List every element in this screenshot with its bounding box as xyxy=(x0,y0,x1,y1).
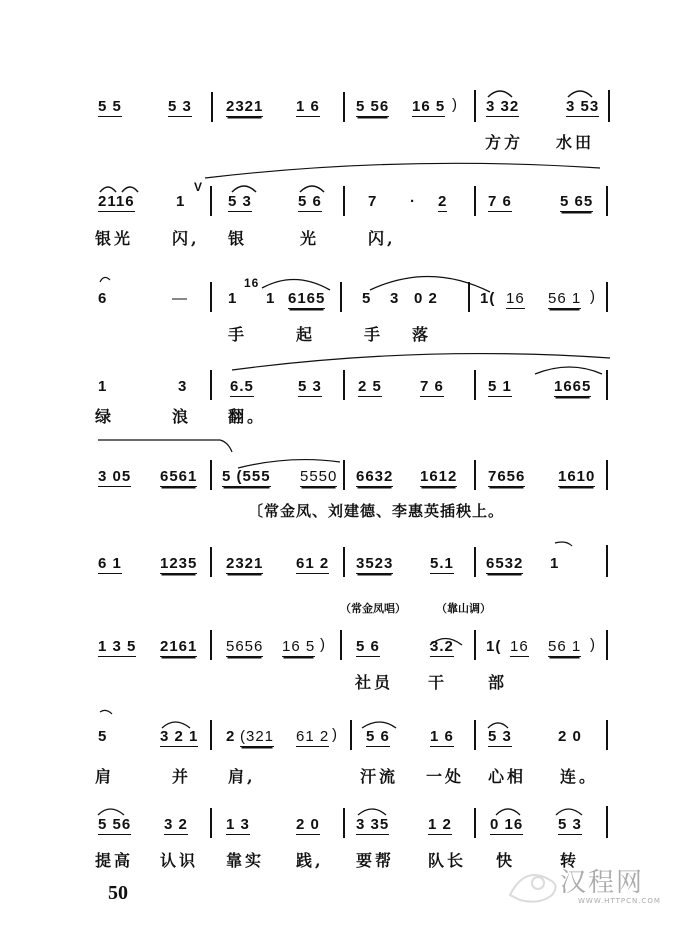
bar-line xyxy=(210,370,212,400)
lyric: 践, xyxy=(296,851,324,870)
bar-line xyxy=(340,630,342,660)
note-group: 5.1 xyxy=(430,555,454,572)
note-group: 5 5 xyxy=(98,98,122,115)
note-group: 3 05 xyxy=(98,468,132,485)
note-group: 5 65 xyxy=(560,193,594,210)
lyric: 翻。 xyxy=(228,407,267,426)
watermark-url: WWW.HTTPCN.COM xyxy=(578,897,661,905)
note-group: 6 xyxy=(98,290,108,307)
note-group: 2 5 xyxy=(358,378,382,395)
note-group: 3 35 xyxy=(356,816,390,833)
bar-line xyxy=(474,90,476,122)
singer-annotation: （常金凤唱） xyxy=(340,602,406,615)
lyric: 部 xyxy=(488,673,508,692)
page-number: 50 xyxy=(108,882,128,904)
note-group: 16 xyxy=(510,638,529,655)
paren-close: ) xyxy=(452,96,458,113)
note-group: 0 16 xyxy=(490,816,524,833)
bar-line xyxy=(343,186,345,216)
tune-annotation: （靠山调） xyxy=(436,602,491,615)
note-group: 1235 xyxy=(160,555,198,572)
note-group: 1 xyxy=(266,290,276,307)
note-group: 0 2 xyxy=(414,290,438,307)
bar-line xyxy=(606,370,608,400)
note-group: 5 xyxy=(98,728,108,745)
lyric: 并 xyxy=(172,767,192,786)
bar-line xyxy=(474,460,476,490)
lyric: 方方 xyxy=(485,133,524,152)
bar-line xyxy=(608,90,610,122)
bar-line xyxy=(343,92,345,122)
bar-line xyxy=(606,720,608,750)
note-group: 7 6 xyxy=(420,378,444,395)
lyric: 心相 xyxy=(488,767,527,786)
note-group: 1 2 xyxy=(428,816,452,833)
note-group: · xyxy=(410,193,416,210)
bar-line xyxy=(210,808,212,838)
bar-line xyxy=(474,720,476,750)
note-group: 7 6 xyxy=(488,193,512,210)
dash-sustain: — xyxy=(172,290,188,307)
note-group: 61 2 xyxy=(296,555,330,572)
bar-line xyxy=(474,370,476,400)
note-group: 1 3 5 xyxy=(98,638,137,655)
note-group: 6632 xyxy=(356,468,394,485)
note-group: 5 xyxy=(362,290,372,307)
note-group: 3 53 xyxy=(566,98,600,115)
bar-line xyxy=(210,630,212,660)
note-group: 1 xyxy=(98,378,108,395)
lyric: 干 xyxy=(428,673,448,692)
bar-line xyxy=(343,808,345,838)
bar-line xyxy=(350,720,352,750)
bar-line xyxy=(210,282,212,312)
bar-line xyxy=(474,186,476,216)
bar-line xyxy=(474,630,476,660)
lyric: 手 xyxy=(228,325,248,344)
lyric: 一处 xyxy=(426,767,465,786)
note-group: 1610 xyxy=(558,468,596,485)
note-group: 6561 xyxy=(160,468,198,485)
note-group: 16 5 xyxy=(412,98,446,115)
lyric: 肩, xyxy=(228,767,256,786)
note-group: 16 5 xyxy=(282,638,316,655)
lyric: 转 xyxy=(560,851,580,870)
note-group: 3523 xyxy=(356,555,394,572)
paren-close: ) xyxy=(332,726,338,743)
note-group: 5 3 xyxy=(298,378,322,395)
bar-line xyxy=(210,186,212,216)
lyric: 起 xyxy=(296,325,316,344)
lyric: 认识 xyxy=(160,851,199,870)
lyric: 提高 xyxy=(95,851,134,870)
paren-close: ) xyxy=(590,636,596,653)
note-group: 1 xyxy=(228,290,238,307)
lyric: 闪, xyxy=(368,229,396,248)
note-group: 5 3 xyxy=(558,816,582,833)
lyric: 银 xyxy=(228,229,248,248)
bar-line xyxy=(210,460,212,490)
bar-line xyxy=(343,547,345,577)
watermark-text: 汉程网 xyxy=(560,868,645,898)
breath-mark: V xyxy=(194,180,204,194)
bar-line xyxy=(210,547,212,577)
bar-line xyxy=(474,808,476,838)
lyric: 连。 xyxy=(560,767,599,786)
note-group: 1( xyxy=(480,290,496,307)
note-group: 5 6 xyxy=(356,638,380,655)
bar-line xyxy=(606,282,608,312)
note-group: 1 xyxy=(550,555,560,572)
note-group: 1665 xyxy=(554,378,592,395)
note-group: 3 2 1 xyxy=(160,728,199,745)
note-group: 1 6 xyxy=(296,98,320,115)
note-group: 2321 xyxy=(226,98,264,115)
note-group: 61 2 xyxy=(296,728,330,745)
note-group: 7 xyxy=(368,193,378,210)
bar-line xyxy=(468,282,470,312)
lyric: 光 xyxy=(300,229,320,248)
lyric: 肩 xyxy=(95,767,115,786)
note-group: 5 1 xyxy=(488,378,512,395)
note-group: 5 6 xyxy=(298,193,322,210)
bar-line xyxy=(606,806,608,838)
lyric: 水田 xyxy=(556,133,595,152)
note-group: 2 xyxy=(438,193,448,210)
bar-line xyxy=(606,545,608,577)
note-group: 6532 xyxy=(486,555,524,572)
bar-line xyxy=(343,370,345,400)
lyric: 汗流 xyxy=(360,767,399,786)
paren-close: ) xyxy=(590,288,596,305)
note-group: 1 6 xyxy=(430,728,454,745)
lyric: 闪, xyxy=(172,229,200,248)
lyric: 银光 xyxy=(95,229,134,248)
bar-line xyxy=(343,460,345,490)
note-group: 2321 xyxy=(226,555,264,572)
note-group: 5 3 xyxy=(228,193,252,210)
note-group: 1 xyxy=(176,193,186,210)
note-group: 3 32 xyxy=(486,98,520,115)
note-group: 1( xyxy=(486,638,502,655)
bar-line xyxy=(474,547,476,577)
lyric: 要帮 xyxy=(356,851,395,870)
note-group: 2 0 xyxy=(558,728,582,745)
bar-line xyxy=(606,186,608,216)
note-group: 1612 xyxy=(420,468,458,485)
note-group: 5 (555 xyxy=(222,468,271,485)
note-group: 5550 xyxy=(300,468,338,485)
note-group: 6.5 xyxy=(230,378,254,395)
note-group: 3 xyxy=(390,290,400,307)
note-group: 3 xyxy=(178,378,188,395)
note-group: 2 0 xyxy=(296,816,320,833)
note-group: 16 xyxy=(506,290,525,307)
note-group: 5 3 xyxy=(168,98,192,115)
paren-close: ) xyxy=(320,636,326,653)
note-group: 5 3 xyxy=(488,728,512,745)
bar-line xyxy=(606,630,608,660)
bar-line xyxy=(340,282,342,312)
bar-line xyxy=(210,720,212,750)
lyric: 快 xyxy=(496,851,516,870)
note-group: 3.2 xyxy=(430,638,454,655)
note-group: 56 1 xyxy=(548,290,582,307)
note-group: 7656 xyxy=(488,468,526,485)
bar-line xyxy=(211,92,213,122)
note-group: 6165 xyxy=(288,290,326,307)
bar-line xyxy=(606,460,608,490)
note-group: 5 56 xyxy=(356,98,390,115)
note-group: 2116 xyxy=(98,193,135,210)
note-group: 56 1 xyxy=(548,638,582,655)
note-group: 2161 xyxy=(160,638,198,655)
note-group: (321 xyxy=(240,728,275,745)
lyric: 队长 xyxy=(428,851,467,870)
note-group: 1 3 xyxy=(226,816,250,833)
lyric: 绿 xyxy=(95,407,115,426)
lyric: 社员 xyxy=(355,673,394,692)
lyric: 浪 xyxy=(172,407,192,426)
lyric: 靠实 xyxy=(226,851,265,870)
note-group: 6 1 xyxy=(98,555,122,572)
lyric: 落 xyxy=(412,325,432,344)
lyric: 手 xyxy=(364,325,384,344)
note-group: 3 2 xyxy=(164,816,188,833)
stage-direction: 〔常金凤、刘建德、李惠英插秧上。 xyxy=(248,502,505,520)
note-group: 5 6 xyxy=(366,728,390,745)
note-group: 2 xyxy=(226,728,236,745)
note-group: 5 56 xyxy=(98,816,132,833)
note-group: 5656 xyxy=(226,638,264,655)
grace-note: 16 xyxy=(244,276,260,290)
